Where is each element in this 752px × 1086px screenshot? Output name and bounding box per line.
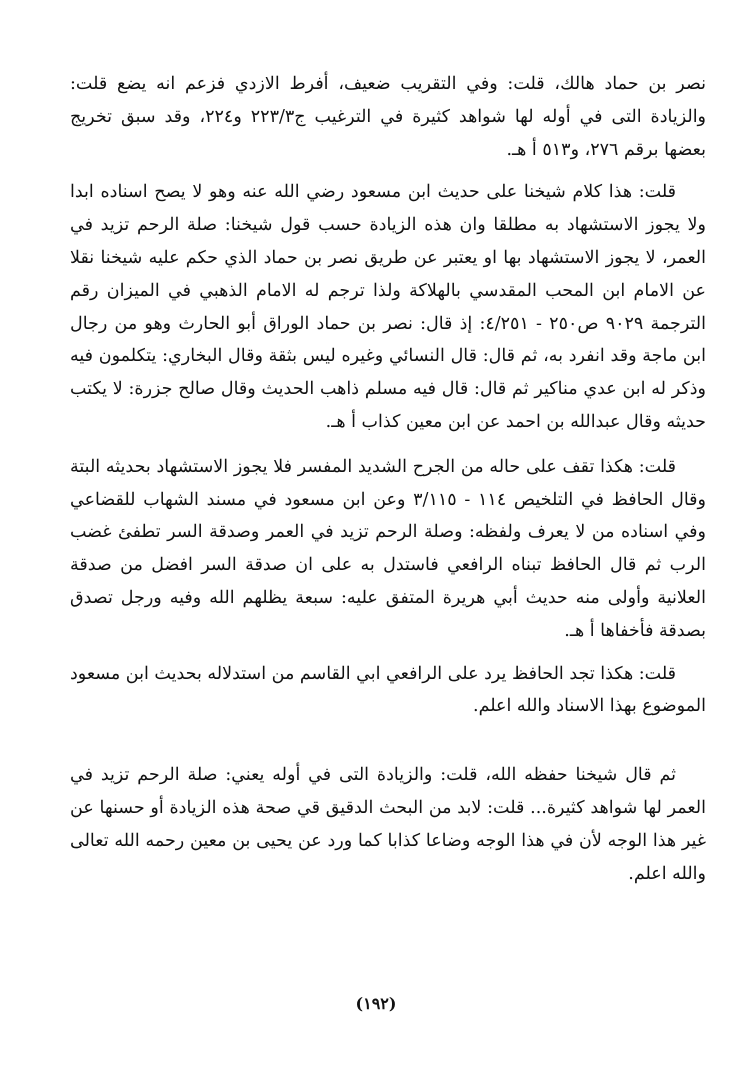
paragraph-2: قلت: هذا كلام شيخنا على حديث ابن مسعود رضي الله عنه وهو لا يصح اسناده ابدا ولا يجوز الاستشهاد به مطلقا وان هذه الزيادة حسب قول شيخنا: صلة الرحم تزيد في العمر، لا يجوز الاستشهاد بها او يعتبر عن طريق نصر بن حماد الذي حكم عليه شيخنا نقلا عن الامام ابن المحب المقدسي بالهلاكة ولذا ترجم له الامام الذهبي في الميزان رقم الترجمة ٩٠٢٩ ص٢٥٠ - ٤/٢٥١: إذ قال: نصر بن حماد الوراق أبو الحارث وهو من رجال ابن ماجة وقد انفرد به، ثم قال: قال النسائي وغيره ليس بثقة وقال البخاري: يتكلمون فيه وذكر له ابن عدي مناكير ثم قال: قال فيه مسلم ذاهب الحديث وقال صالح جزرة: لا يكتب حديثه وقال عبدالله بن احمد عن ابن معين كذاب أ هـ. [70, 182, 706, 432]
paragraph-3: قلت: هكذا تقف على حاله من الجرح الشديد المفسر فلا يجوز الاستشهاد بحديثه البتة وقال الحافظ في التلخيص ١١٤ - ٣/١١٥ وعن ابن مسعود في مسند الشهاب للقضاعي وفي اسناده من لا يعرف ولفظه: وصلة الرحم تزيد في العمر وصدقة السر تطفئ غضب الرب ثم قال الحافظ تبناه الرافعي فاستدل به على ان صدقة السر افضل من صدقة العلانية وأولى منه حديث أبي هريرة المتفق عليه: سبعة يظلهم الله وفيه ورجل تصدق بصدقة فأخفاها أ هـ. [70, 456, 706, 641]
page-number: (١٩٢) [355, 994, 397, 1013]
paragraph-4: قلت: هكذا تجد الحافظ يرد على الرافعي ابي القاسم من استدلاله بحديث ابن مسعود الموضوع بهذا الاسناد والله اعلم. [69, 663, 706, 717]
paragraph-1: نصر بن حماد هالك، قلت: وفي التقريب ضعيف، أفرط الازدي فزعم انه يضع قلت: والزيادة التى في أوله لها شواهد كثيرة في الترغيب ج٢٢٣/٣ و٢٢٤، وقد سبق تخريج بعضها برقم ٢٧٦، و٥١٣ أ هـ. [70, 74, 707, 160]
paragraph-5: ثم قال شيخنا حفظه الله، قلت: والزيادة التى في أوله يعني: صلة الرحم تزيد في العمر لها شواهد كثيرة... قلت: لابد من البحث الدقيق قي صحة هذه الزيادة أو حسنها عن غير هذا الوجه لأن في هذا الوجه وضاعا كذابا كما ورد عن يحيى بن معين رحمه الله تعالى والله اعلم. [70, 765, 706, 884]
page-body [70, 68, 706, 890]
